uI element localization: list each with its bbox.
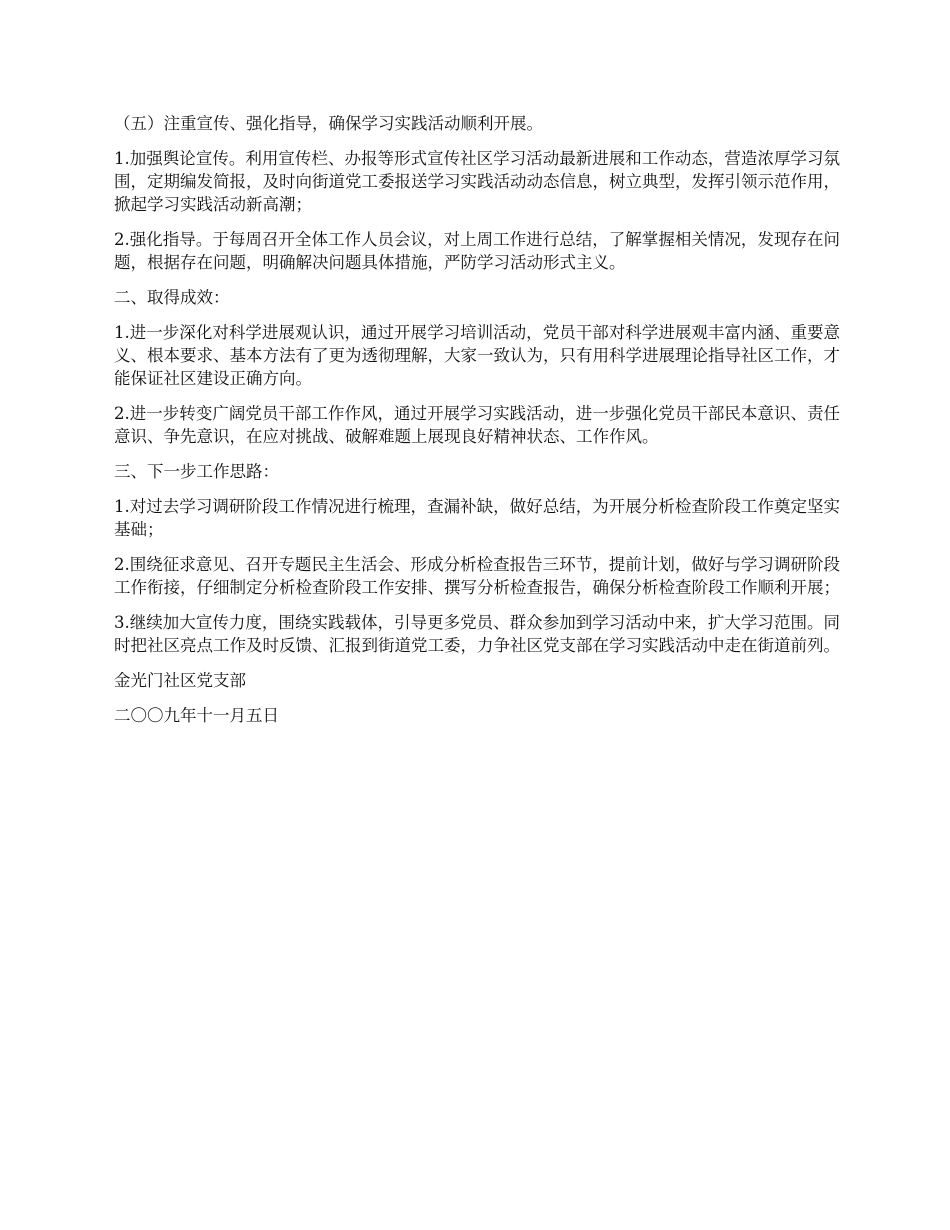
paragraph-next-three: 3.继续加大宣传力度，围绕实践载体，引导更多党员、群众参加到学习活动中来，扩大学习范围。同时把社区亮点工作及时反馈、汇报到街道党工委，力争社区党支部在学习实践活动中走在街道前列。 (114, 613, 840, 655)
section-heading-five: （五）注重宣传、强化指导，确保学习实践活动顺利开展。 (114, 114, 543, 133)
paragraph-next-one: 1.对过去学习调研阶段工作情况进行梳理，查漏补缺，做好总结，为开展分析检查阶段工作奠定坚实基础； (114, 497, 840, 539)
paragraph-publicity: 1.加强舆论宣传。利用宣传栏、办报等形式宣传社区学习活动最新进展和工作动态，营造浓厚学习氛围，定期编发简报，及时向街道党工委报送学习实践活动动态信息，树立典型，发挥引领示范作用，掀起学习实践活动新高潮； (114, 149, 840, 214)
signature-date: 二〇〇九年十一月五日 (114, 706, 279, 725)
section-heading-next-steps: 三、下一步工作思路： (114, 462, 279, 481)
paragraph-result-two: 2.进一步转变广阔党员干部工作作风，通过开展学习实践活动，进一步强化党员干部民本意识、责任意识、争先意识，在应对挑战、破解难题上展现良好精神状态、工作作风。 (114, 404, 840, 446)
signature-organization: 金光门社区党支部 (114, 671, 246, 690)
document-body (114, 112, 840, 739)
section-heading-results: 二、取得成效： (114, 288, 230, 307)
paragraph-guidance: 2.强化指导。于每周召开全体工作人员会议，对上周工作进行总结，了解掌握相关情况，发现存在问题，根据存在问题，明确解决问题具体措施，严防学习活动形式主义。 (114, 230, 840, 272)
paragraph-result-one: 1.进一步深化对科学进展观认识，通过开展学习培训活动，党员干部对科学进展观丰富内涵、重要意义、根本要求、基本方法有了更为透彻理解，大家一致认为，只有用科学进展理论指导社区工作，才能保证社区建设正确方向。 (114, 323, 840, 388)
paragraph-next-two: 2.围绕征求意见、召开专题民主生活会、形成分析检查报告三环节，提前计划，做好与学习调研阶段工作衔接，仔细制定分析检查阶段工作安排、撰写分析检查报告，确保分析检查阶段工作顺利开展； (114, 555, 840, 597)
